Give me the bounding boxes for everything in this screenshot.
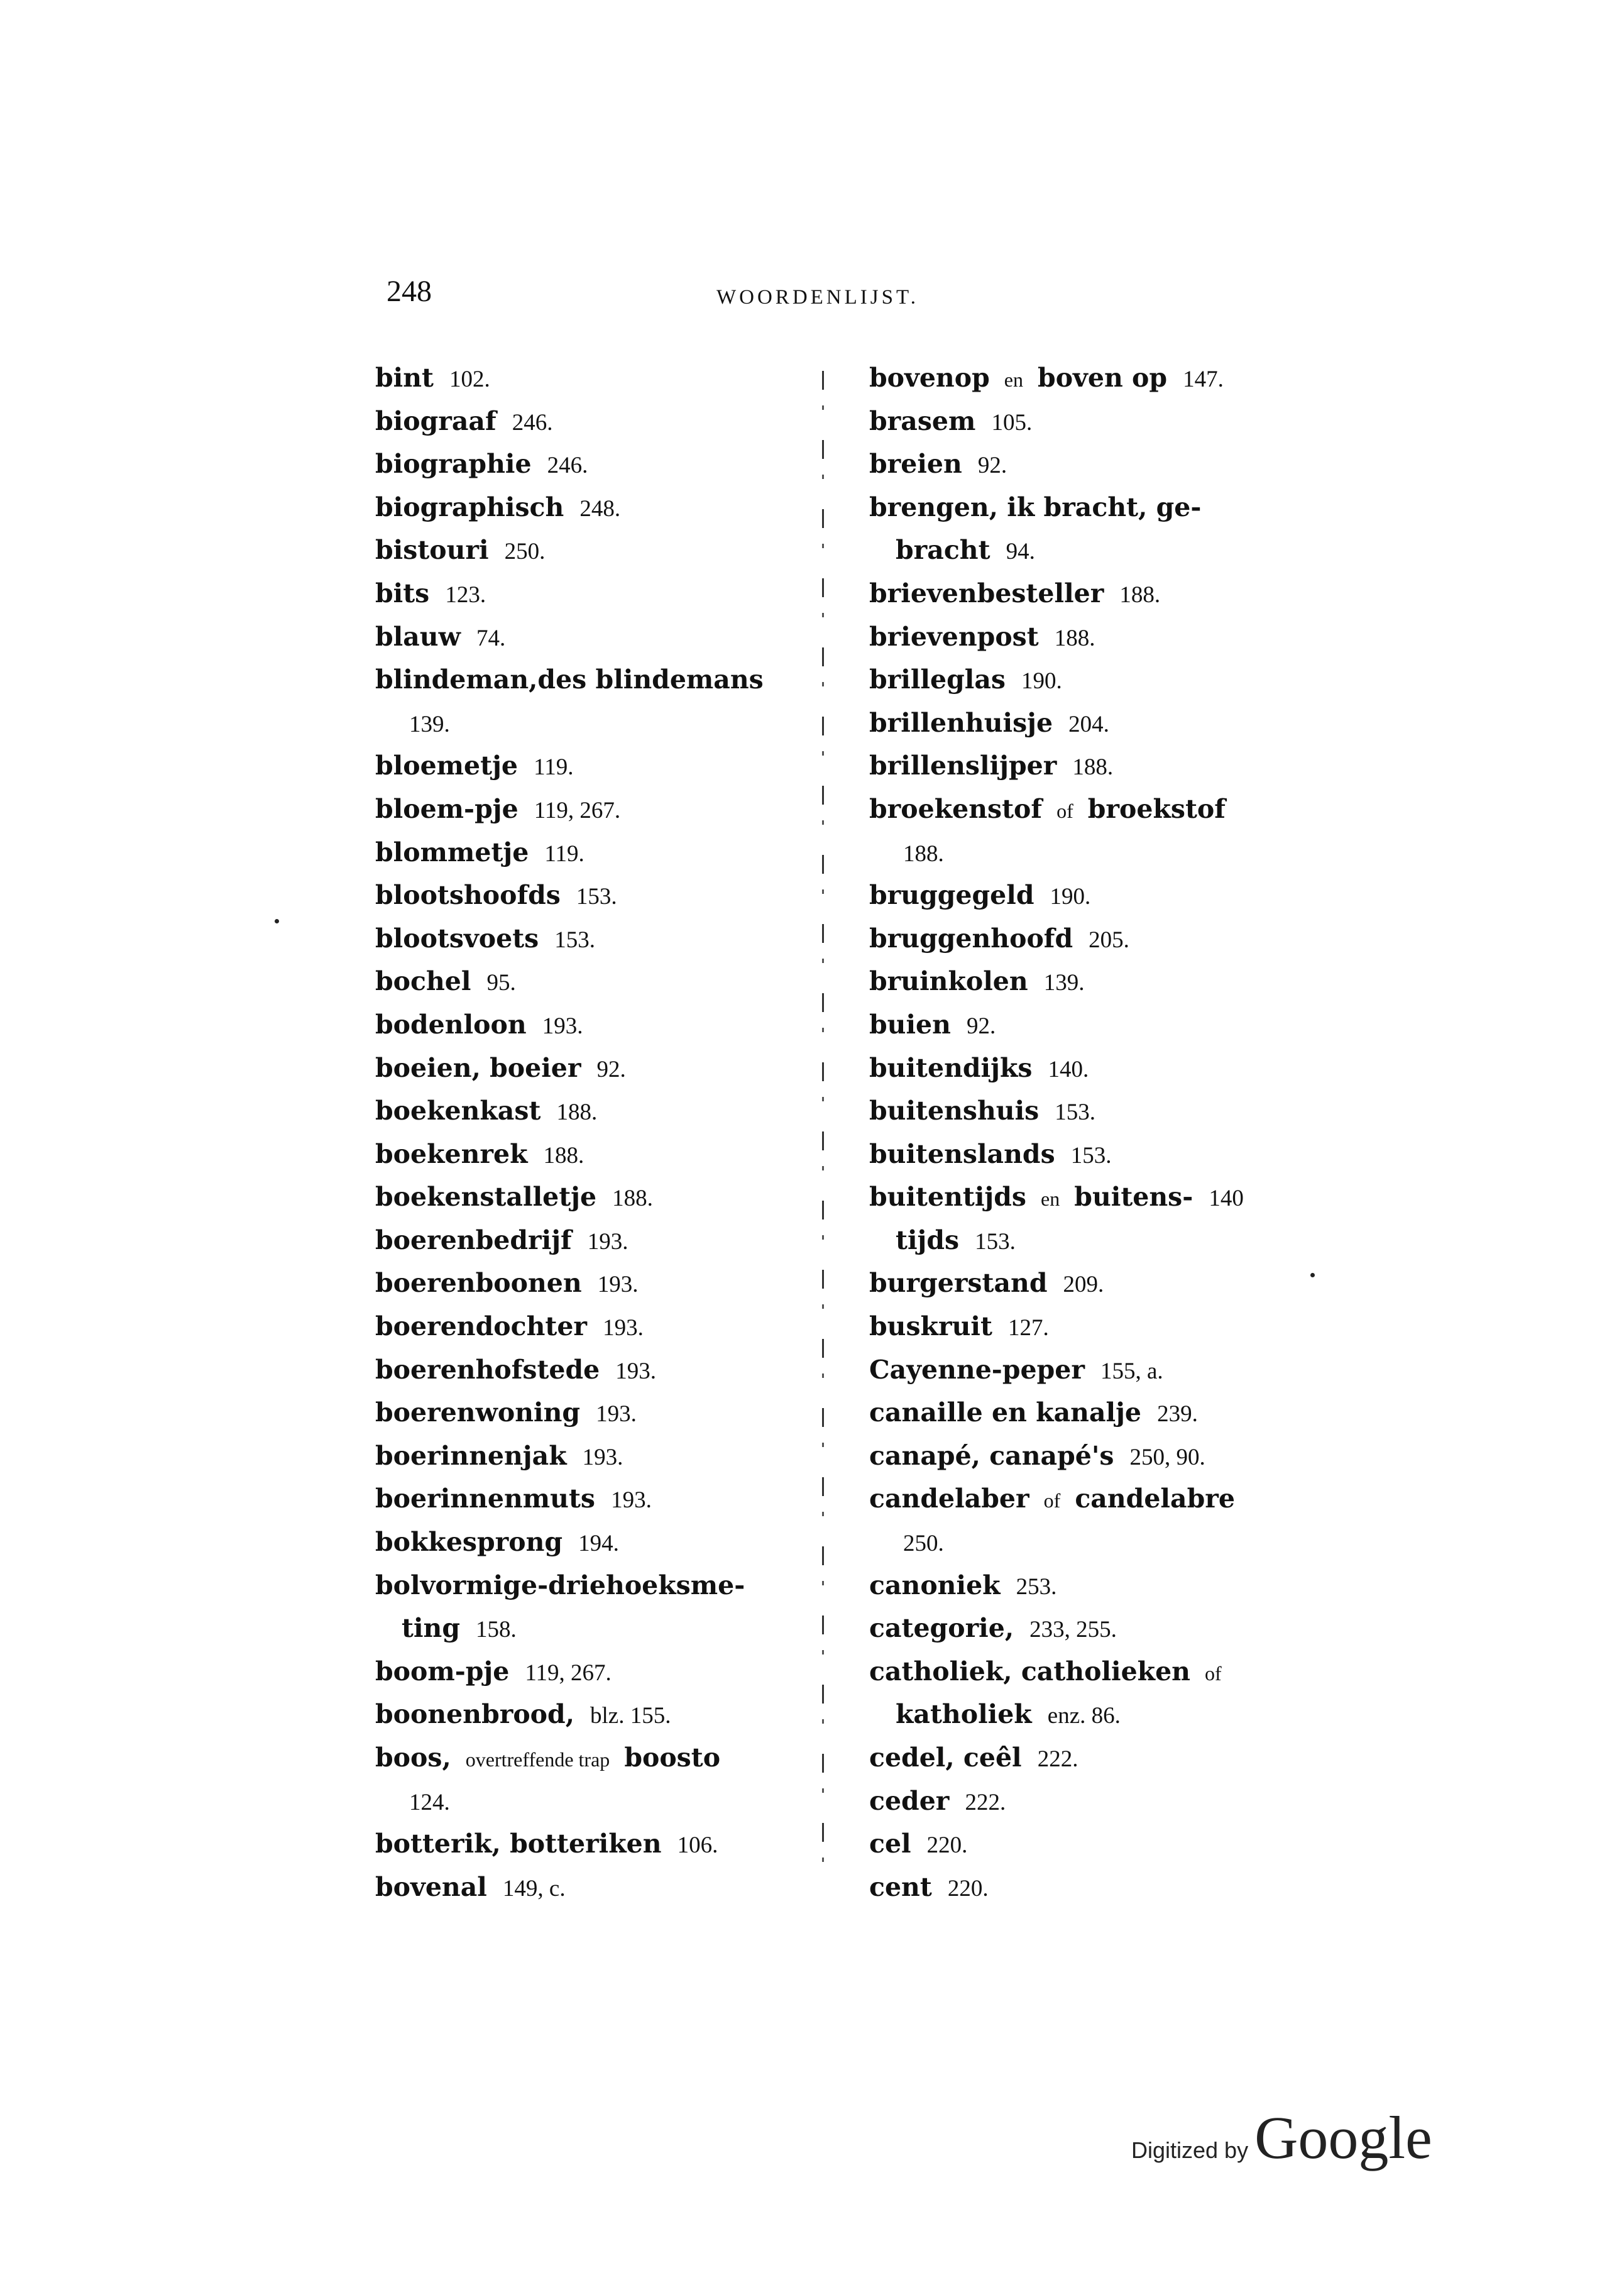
headword: cel xyxy=(869,1829,911,1859)
headword-alt: candelabre xyxy=(1075,1484,1235,1514)
page-ref: 119, 267. xyxy=(525,1660,612,1686)
page-ref: 209. xyxy=(1063,1272,1104,1298)
index-entry xyxy=(869,1434,1309,1478)
connector: overtreffende trap xyxy=(465,1748,610,1771)
headword: botterik, botteriken xyxy=(375,1829,662,1859)
index-entry xyxy=(375,1521,803,1564)
index-entry xyxy=(869,1736,1309,1780)
index-entry xyxy=(869,529,1309,572)
headword: brilleglas xyxy=(869,664,1006,695)
page-ref: 139. xyxy=(1043,970,1085,996)
headword: buskruit xyxy=(869,1311,992,1342)
page-ref: 155, a. xyxy=(1100,1358,1163,1384)
index-entry xyxy=(869,917,1309,961)
page-ref: 193. xyxy=(611,1487,652,1514)
headword: cedel, ceêl xyxy=(869,1742,1022,1773)
page-ref: 190. xyxy=(1050,884,1091,910)
headword: buitentijds xyxy=(869,1182,1026,1213)
headword: bokkesprong xyxy=(375,1527,563,1558)
page-ref: 140 xyxy=(1209,1186,1244,1212)
page-ref: 119. xyxy=(544,840,584,867)
headword: bovenop xyxy=(869,363,990,393)
connector: of xyxy=(1043,1489,1061,1512)
headword: boeien, boeier xyxy=(375,1052,581,1083)
headword: Cayenne-peper xyxy=(869,1354,1085,1385)
index-entry xyxy=(375,1047,803,1090)
page-ref: 188. xyxy=(1072,754,1114,781)
page-ref: 102. xyxy=(449,366,490,392)
headword: catholiek, catholieken xyxy=(869,1656,1190,1687)
index-entry xyxy=(375,1564,803,1607)
headword: boerenboonen xyxy=(375,1268,582,1299)
speck-mark xyxy=(275,919,279,923)
index-entry xyxy=(375,1822,803,1866)
index-entry xyxy=(375,356,803,400)
headword: bistouri xyxy=(375,535,489,566)
index-entry xyxy=(375,1003,803,1047)
page-ref: 153. xyxy=(1070,1142,1112,1169)
index-entry xyxy=(375,831,803,874)
index-entry xyxy=(375,658,803,702)
page-ref: 250. xyxy=(903,1531,944,1557)
page-ref: 158. xyxy=(476,1617,517,1643)
index-entry xyxy=(375,788,803,831)
headword: brillenhuisje xyxy=(869,707,1053,738)
page-ref: 188. xyxy=(903,840,944,867)
headword: buien xyxy=(869,1009,951,1040)
headword: biographie xyxy=(375,449,532,480)
headword: canoniek xyxy=(869,1570,1001,1600)
index-entry xyxy=(375,1175,803,1219)
headword: bits xyxy=(375,578,430,608)
headword: canaille en kanalje xyxy=(869,1397,1142,1428)
page-ref: 220. xyxy=(926,1832,968,1859)
page-ref: 153. xyxy=(576,884,617,910)
index-entry xyxy=(375,1219,803,1262)
page-ref: 124. xyxy=(409,1789,450,1815)
headword: blommetje xyxy=(375,837,529,867)
headword: bovenal xyxy=(375,1871,487,1902)
index-entry xyxy=(375,917,803,961)
page-ref: 119, 267. xyxy=(534,797,621,823)
page-ref: 239. xyxy=(1157,1401,1198,1428)
index-entry xyxy=(375,615,803,659)
index-entry xyxy=(869,874,1309,917)
index-entry xyxy=(375,572,803,615)
index-entry xyxy=(375,1607,803,1650)
page-ref: 188. xyxy=(1119,581,1161,608)
headword: bloem-pje xyxy=(375,793,518,824)
headword: boos, xyxy=(375,1742,451,1773)
headword: boekenstalletje xyxy=(375,1182,597,1213)
page-ref: 248. xyxy=(579,495,621,522)
index-entry xyxy=(375,1693,803,1736)
connector: en xyxy=(1041,1187,1060,1211)
page-ref: 139. xyxy=(409,711,450,737)
index-entry xyxy=(869,1262,1309,1305)
headword: blindeman,des blindemans xyxy=(375,664,764,695)
page-ref: 188. xyxy=(1054,625,1095,651)
headword: brievenpost xyxy=(869,621,1039,652)
page-ref: 188. xyxy=(556,1099,598,1126)
page-ref: 222. xyxy=(965,1789,1006,1815)
index-entry xyxy=(375,400,803,443)
headword: katholiek xyxy=(896,1699,1032,1730)
page-ref: 95. xyxy=(486,970,516,996)
connector: of xyxy=(1056,799,1073,822)
speck-mark xyxy=(1310,1273,1315,1277)
google-logo: Google xyxy=(1254,2104,1432,2171)
index-entry xyxy=(375,529,803,572)
page-ref: 193. xyxy=(603,1315,644,1341)
page-ref: 92. xyxy=(967,1013,996,1039)
page-ref: 190. xyxy=(1021,668,1062,695)
page-ref: 194. xyxy=(578,1531,619,1557)
headword: bruinkolen xyxy=(869,966,1028,997)
page-ref: 127. xyxy=(1007,1315,1049,1341)
headword: candelaber xyxy=(869,1484,1029,1514)
headword: bloemetje xyxy=(375,751,518,781)
index-entry xyxy=(869,572,1309,615)
headword: ting xyxy=(402,1613,460,1644)
page-ref: 147. xyxy=(1183,366,1224,392)
headword: boerenwoning xyxy=(375,1397,581,1428)
headword: buitenslands xyxy=(869,1138,1055,1169)
index-entry xyxy=(375,486,803,529)
headword: boekenkast xyxy=(375,1096,541,1126)
index-entry xyxy=(375,1305,803,1348)
page-ref: 193. xyxy=(596,1401,637,1428)
index-entry xyxy=(375,960,803,1003)
index-entry xyxy=(869,1047,1309,1090)
headword: boerendochter xyxy=(375,1311,588,1342)
right-column xyxy=(869,356,1309,1908)
index-entry xyxy=(869,1175,1309,1219)
page-ref: 246. xyxy=(547,453,588,479)
page-ref: 193. xyxy=(597,1272,639,1298)
headword: blootsvoets xyxy=(375,923,539,954)
page-ref: blz. 155. xyxy=(590,1703,671,1729)
headword: breien xyxy=(869,449,962,480)
headword: brasem xyxy=(869,405,976,436)
headword: boerenbedrijf xyxy=(375,1225,572,1255)
headword: biograaf xyxy=(375,405,497,436)
page-ref: 250. xyxy=(504,539,546,565)
page-ref: 222. xyxy=(1037,1746,1078,1772)
headword: brengen, ik bracht, ge- xyxy=(869,492,1202,522)
page-ref: 123. xyxy=(445,581,486,608)
index-entry xyxy=(375,443,803,486)
headword: bint xyxy=(375,363,434,393)
index-entry xyxy=(869,1219,1309,1262)
page-ref: 153. xyxy=(1055,1099,1096,1126)
page-ref: 193. xyxy=(615,1358,657,1384)
index-entry xyxy=(869,702,1309,745)
index-entry xyxy=(869,400,1309,443)
headword: categorie, xyxy=(869,1613,1014,1644)
headword: blootshoofds xyxy=(375,880,561,911)
headword: boom-pje xyxy=(375,1656,510,1687)
index-entry xyxy=(375,1736,803,1780)
page-ref: 250, 90. xyxy=(1129,1444,1205,1470)
page-ref: 140. xyxy=(1048,1056,1089,1082)
index-entry xyxy=(869,1650,1309,1693)
page-ref: 193. xyxy=(542,1013,583,1039)
digitized-by-google-mark xyxy=(1131,2103,1432,2172)
headword: bruggegeld xyxy=(869,880,1034,911)
headword: buitenshuis xyxy=(869,1096,1040,1126)
index-entry xyxy=(375,1089,803,1133)
headword: boekenrek xyxy=(375,1138,528,1169)
digitized-by-text: Digitized by xyxy=(1131,2137,1249,2163)
page-ref: 92. xyxy=(977,453,1007,479)
index-entry xyxy=(869,960,1309,1003)
headword: bracht xyxy=(896,535,990,566)
headword: boerinnenjak xyxy=(375,1440,567,1471)
page-ref: 119. xyxy=(534,754,574,781)
page-ref: 193. xyxy=(582,1444,623,1470)
index-entry xyxy=(375,1780,803,1823)
page-ref: 188. xyxy=(543,1142,584,1169)
connector: of xyxy=(1205,1661,1222,1685)
index-entry xyxy=(375,1866,803,1909)
page-ref: 92. xyxy=(596,1056,626,1082)
running-title: WOORDENLIJST. xyxy=(716,286,919,309)
headword-alt: boven op xyxy=(1038,363,1168,393)
index-entry xyxy=(869,658,1309,702)
index-entry xyxy=(869,443,1309,486)
index-entry xyxy=(375,1650,803,1693)
headword: buitendijks xyxy=(869,1052,1033,1083)
index-entry xyxy=(869,1780,1309,1823)
headword: boerenhofstede xyxy=(375,1354,600,1385)
index-entry xyxy=(375,1391,803,1434)
index-entry xyxy=(869,1693,1309,1736)
index-entry xyxy=(375,1477,803,1521)
index-entry xyxy=(375,1262,803,1305)
headword: bochel xyxy=(375,966,471,997)
index-entry xyxy=(869,486,1309,529)
headword-alt: boosto xyxy=(624,1742,721,1773)
headword-alt: buitens- xyxy=(1074,1182,1193,1213)
index-entry xyxy=(869,1564,1309,1607)
headword: boonenbrood, xyxy=(375,1699,574,1730)
headword: bruggenhoofd xyxy=(869,923,1073,954)
headword: ceder xyxy=(869,1785,950,1816)
left-column xyxy=(375,356,803,1908)
index-entry xyxy=(869,1521,1309,1564)
page-ref: 106. xyxy=(677,1832,718,1859)
headword: blauw xyxy=(375,621,461,652)
headword-alt: broekstof xyxy=(1087,793,1226,824)
index-entry xyxy=(869,1133,1309,1176)
index-entry xyxy=(869,356,1309,400)
page-ref: 233, 255. xyxy=(1029,1617,1117,1643)
headword: brievenbesteller xyxy=(869,578,1104,608)
page-ref: 94. xyxy=(1006,539,1035,565)
headword: bodenloon xyxy=(375,1009,527,1040)
index-entry xyxy=(869,1348,1309,1392)
index-entry xyxy=(375,1133,803,1176)
index-entry xyxy=(375,874,803,917)
page-ref: 105. xyxy=(991,409,1033,436)
headword: brillenslijper xyxy=(869,751,1057,781)
page-ref: 205. xyxy=(1089,927,1129,953)
index-entry xyxy=(375,702,803,745)
page-ref: 220. xyxy=(947,1875,989,1902)
headword: burgerstand xyxy=(869,1268,1048,1299)
index-entry xyxy=(869,1866,1309,1909)
index-entry xyxy=(869,1477,1309,1521)
page-ref: 153. xyxy=(975,1228,1016,1255)
headword: tijds xyxy=(896,1225,960,1255)
page-ref: enz. 86. xyxy=(1047,1703,1121,1729)
page-ref: 74. xyxy=(476,625,506,651)
page-ref: 153. xyxy=(554,927,596,953)
page-ref: 204. xyxy=(1068,711,1109,737)
index-entry xyxy=(375,1348,803,1392)
index-entry xyxy=(869,615,1309,659)
page-ref: 253. xyxy=(1016,1573,1057,1600)
headword: canapé, canapé's xyxy=(869,1440,1114,1471)
page-ref: 246. xyxy=(512,409,553,436)
index-entry xyxy=(869,1391,1309,1434)
index-entry xyxy=(869,744,1309,788)
index-entry xyxy=(375,744,803,788)
headword: boerinnenmuts xyxy=(375,1484,596,1514)
index-entry xyxy=(869,1607,1309,1650)
index-entry xyxy=(869,788,1309,831)
index-entry xyxy=(869,1089,1309,1133)
headword: bolvormige-driehoeksme- xyxy=(375,1570,745,1600)
page-ref: 149, c. xyxy=(502,1875,566,1902)
column-divider xyxy=(822,371,824,1892)
index-entry xyxy=(869,1305,1309,1348)
index-entry xyxy=(869,831,1309,874)
index-entry xyxy=(375,1434,803,1478)
connector: en xyxy=(1004,368,1023,391)
headword: broekenstof xyxy=(869,793,1043,824)
index-entry xyxy=(869,1003,1309,1047)
page-ref: 193. xyxy=(587,1228,628,1255)
headword: cent xyxy=(869,1871,932,1902)
index-entry xyxy=(869,1822,1309,1866)
page-number: 248 xyxy=(387,275,432,308)
headword: biographisch xyxy=(375,492,564,522)
page-ref: 188. xyxy=(612,1186,653,1212)
